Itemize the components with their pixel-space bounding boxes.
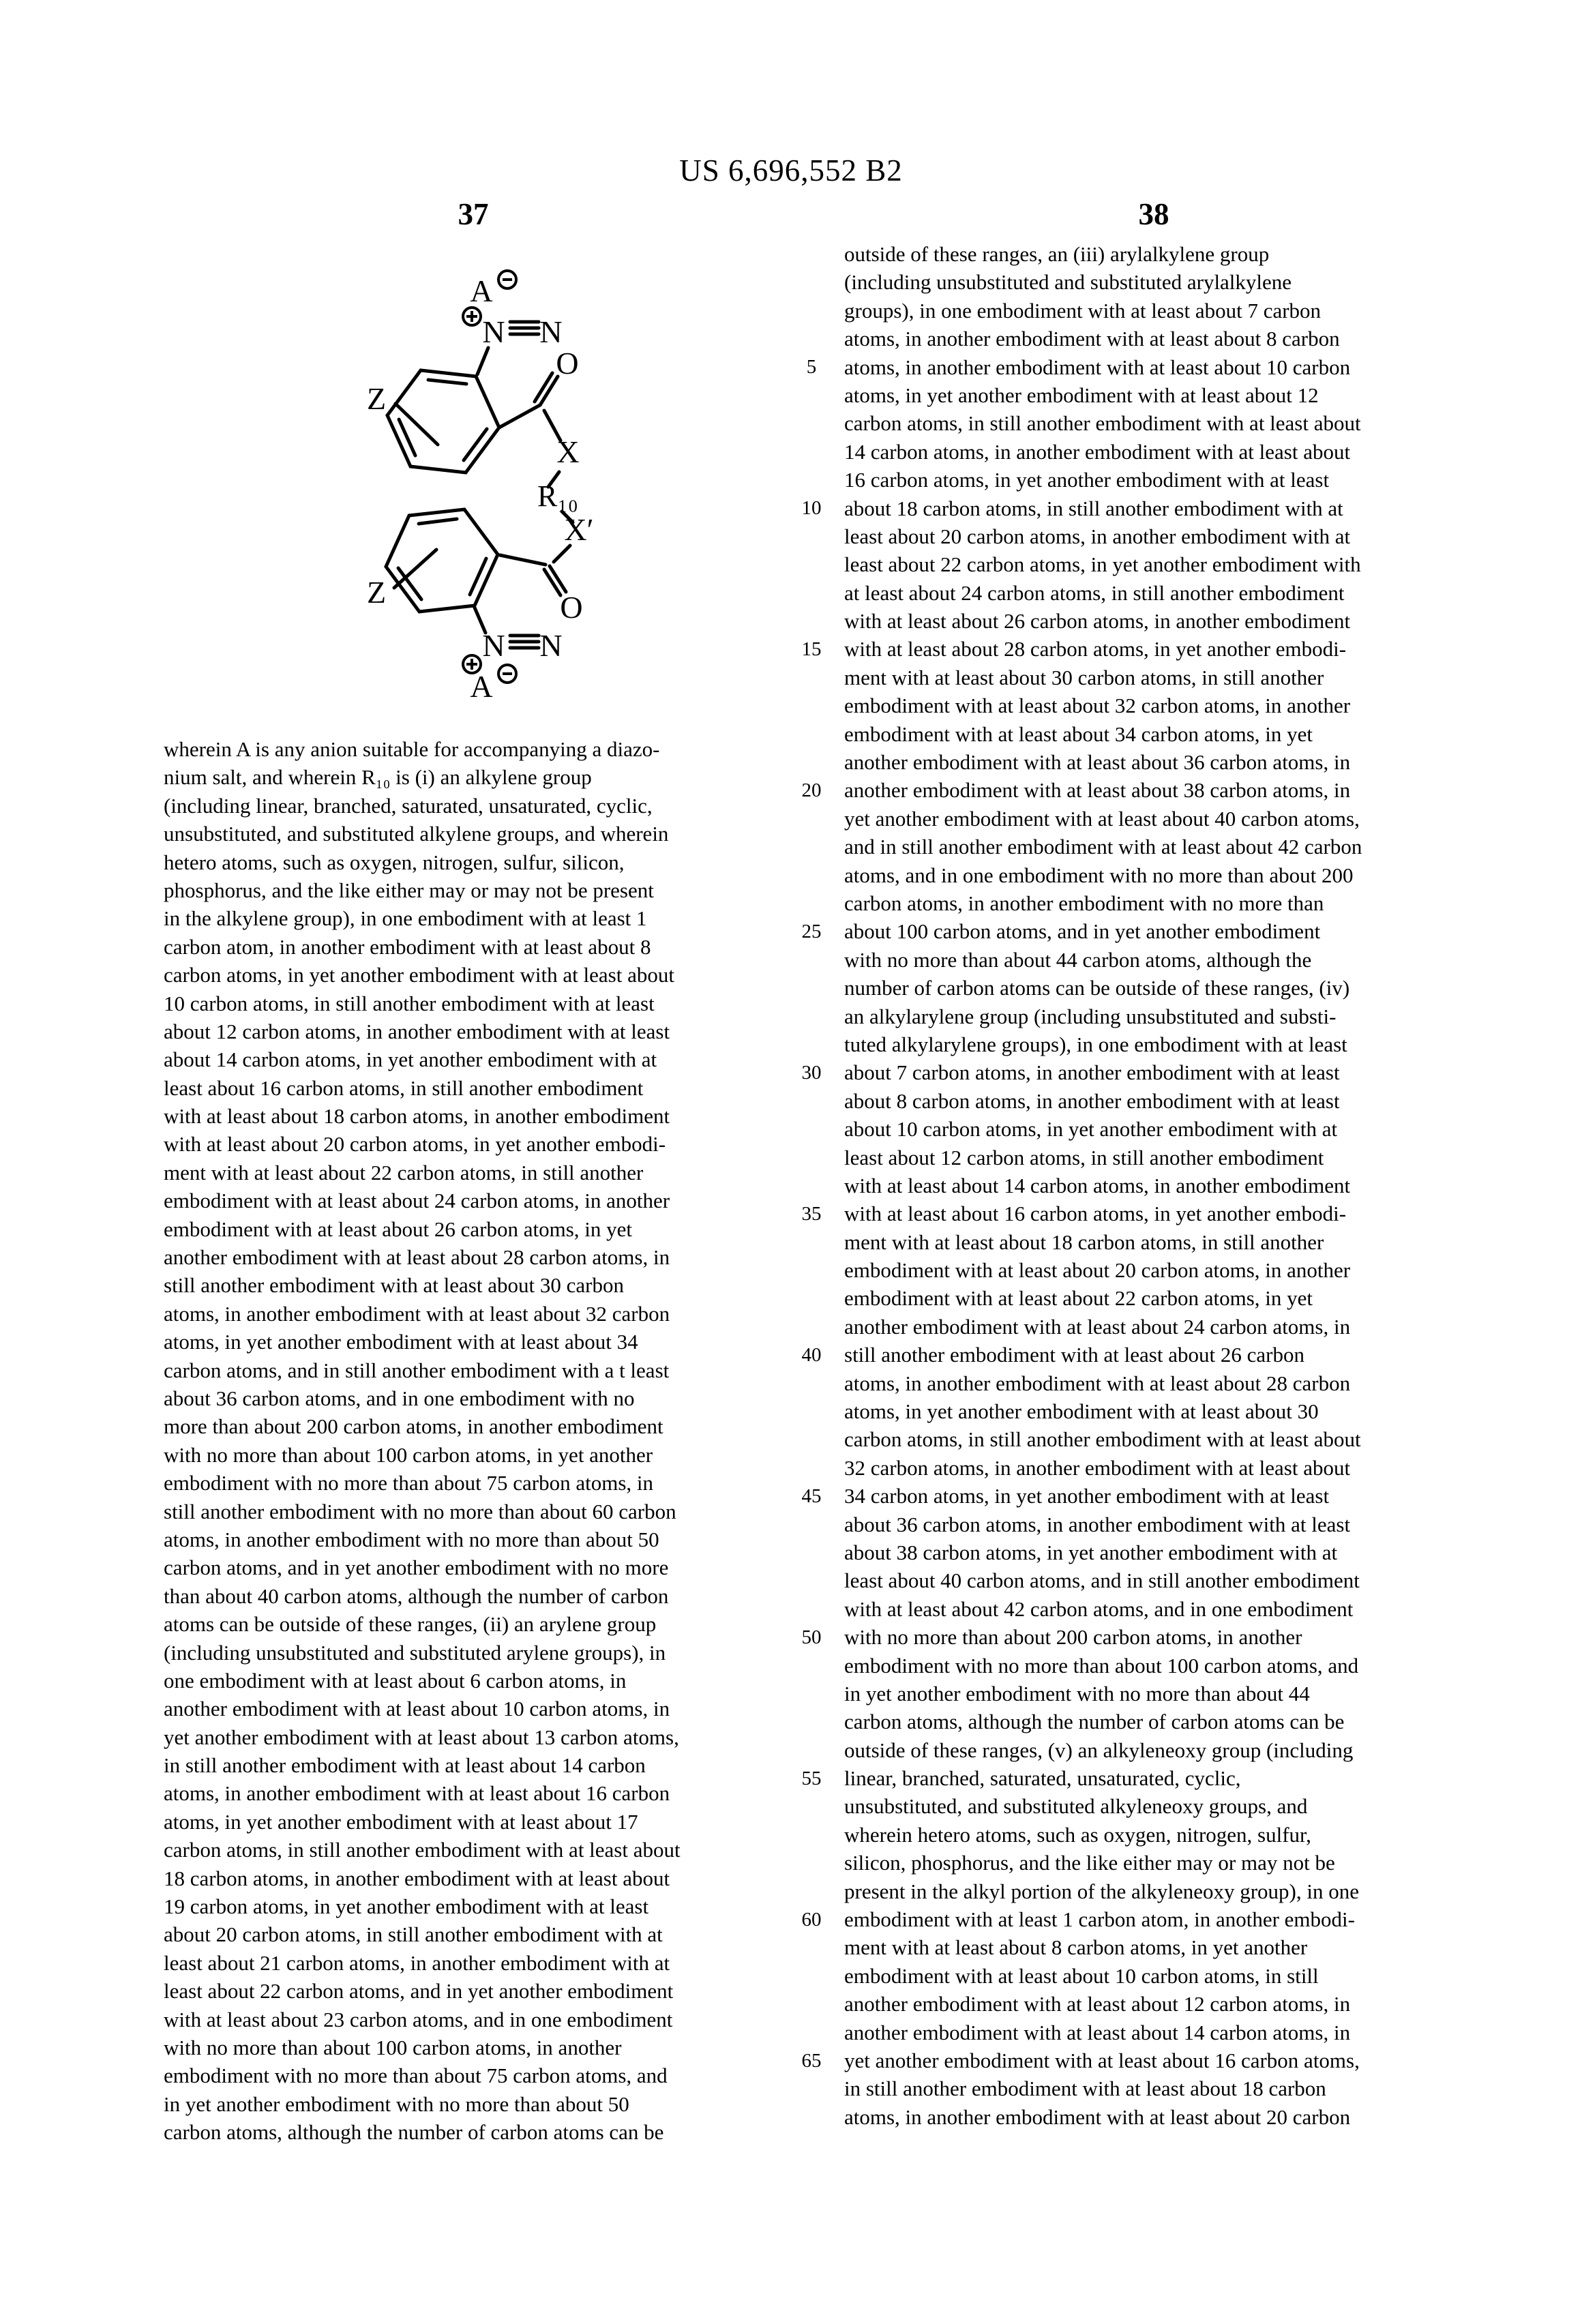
text-line: hetero atoms, such as oxygen, nitrogen, sulfur, silicon, [164,850,625,874]
text-line: about 38 carbon atoms, in yet another embodiment with at [844,1540,1338,1564]
text-line: yet another embodiment with at least about 13 carbon atoms, [164,1725,679,1749]
text-line: another embodiment with at least about 12 carbon atoms, in [844,1992,1351,2016]
text-line: atoms, in another embodiment with at least about 28 carbon [844,1371,1351,1395]
text-line: in yet another embodiment with no more than about 44 [844,1681,1310,1705]
text-line: embodiment with at least about 32 carbon atoms, in another [844,694,1351,718]
text-line: least about 16 carbon atoms, in still another embodiment [164,1075,644,1100]
text-line: embodiment with at least about 24 carbon atoms, in another [164,1189,670,1213]
line-number: 10 [801,496,822,519]
text-line: 19 carbon atoms, in yet another embodiment with at least [164,1894,649,1919]
line-number: 65 [801,2049,822,2072]
line-number: 40 [801,1343,822,1366]
text-line: one embodiment with at least about 6 carbon atoms, in [164,1668,627,1693]
text-line: carbon atoms, and in still another embodiment with a t least [164,1358,670,1382]
line-number: 25 [801,920,822,942]
column-37-text [164,735,783,2147]
text-line: another embodiment with at least about 14 carbon atoms, in [844,2020,1351,2044]
text-line: tuted alkylarylene groups), in one embodiment with at least [844,1032,1347,1056]
text-line: about 12 carbon atoms, in another embodiment with at least [164,1019,670,1043]
text-line: 34 carbon atoms, in yet another embodiment with at least [844,1484,1330,1508]
line-number: 20 [801,779,822,801]
r10-label: R₁₀ [537,479,579,513]
carbonyl-double-bond-top [535,373,558,405]
text-line: in yet another embodiment with no more than about 50 [164,2091,629,2116]
text-line: present in the alkyl portion of the alkyleneoxy group), in one [844,1879,1360,1903]
text-line: outside of these ranges, an (iii) arylalkylene group [844,242,1270,266]
text-line: carbon atoms, in still another embodiment with at least about [164,1838,681,1862]
text-line: atoms, in another embodiment with at least about 32 carbon [164,1301,670,1326]
text-line: embodiment with no more than about 100 carbon atoms, and [844,1653,1359,1678]
text-line: another embodiment with at least about 38 carbon atoms, in [844,778,1351,803]
text-line: embodiment with at least 1 carbon atom, in another embodi- [844,1907,1355,1932]
text-line: another embodiment with at least about 10 carbon atoms, in [164,1697,670,1721]
nitrogen-left-top: N [482,314,505,349]
patent-number-header: US 6,696,552 B2 [679,153,903,188]
text-line: embodiment with at least about 20 carbon atoms, in another [844,1258,1351,1283]
text-line: 18 carbon atoms, in another embodiment with at least about [164,1866,670,1890]
text-line: still another embodiment with at least about 26 carbon [844,1343,1304,1367]
text-line: an alkylarylene group (including unsubstituted and substi- [844,1004,1337,1028]
text-line: another embodiment with at least about 24 carbon atoms, in [844,1314,1351,1339]
text-line: embodiment with at least about 22 carbon atoms, in yet [844,1286,1313,1311]
nitrogen-right-bottom: N [539,628,563,663]
benzene-ring-top [387,370,499,473]
text-line: atoms, in yet another embodiment with at least about 30 [844,1399,1319,1424]
text-line: nium salt, and wherein R₁₀ is (i) an alkylene group [164,765,592,790]
text-line: carbon atoms, in another embodiment with no more than [844,891,1324,915]
diazonium-bond-top [477,348,488,374]
anion-label-bottom: A [470,669,493,704]
text-line: ment with at least about 30 carbon atoms, in still another [844,665,1324,689]
text-line: phosphorus, and the like either may or may not be present [164,878,654,902]
text-line: groups), in one embodiment with at least about 7 carbon [844,298,1322,323]
minus-charge-icon-bottom [498,665,516,683]
text-line: wherein hetero atoms, such as oxygen, nitrogen, sulfur, [844,1822,1311,1847]
text-line: in still another embodiment with at least about 18 carbon [844,2076,1326,2101]
text-line: in the alkylene group), in one embodiment with at least 1 [164,906,647,931]
text-line: with at least about 14 carbon atoms, in another embodiment [844,1173,1351,1197]
z-label-bottom: Z [366,575,387,610]
text-line: (including linear, branched, saturated, unsaturated, cyclic, [164,793,653,818]
text-line: least about 12 carbon atoms, in still another embodiment [844,1145,1324,1170]
text-line: than about 40 carbon atoms, although the number of carbon [164,1583,669,1608]
text-line: carbon atoms, in still another embodiment with at least about [844,1427,1361,1452]
text-line: about 7 carbon atoms, in another embodiment with at least [844,1060,1340,1085]
text-line: silicon, phosphorus, and the like either may or may not be [844,1851,1335,1875]
triple-bond-top [510,322,539,334]
text-line: with at least about 23 carbon atoms, and in one embodiment [164,2007,673,2031]
text-line: carbon atom, in another embodiment with at least about 8 [164,934,651,959]
text-line: carbon atoms, although the number of carbon atoms can be [844,1710,1345,1734]
text-line: atoms, in yet another embodiment with at least about 12 [844,383,1319,407]
text-line: with at least about 18 carbon atoms, in another embodiment [164,1104,670,1129]
text-line: atoms, in yet another embodiment with at least about 17 [164,1809,638,1834]
text-line: still another embodiment with no more than about 60 carbon [164,1499,676,1523]
text-line: least about 40 carbon atoms, and in still another embodiment [844,1568,1360,1593]
text-line: embodiment with no more than about 75 carbon atoms, in [164,1471,654,1495]
anion-label-top: A [470,273,493,308]
z-label-top: Z [366,381,387,416]
text-line: atoms, in another embodiment with at least about 20 carbon [844,2104,1351,2129]
text-line: atoms, in yet another embodiment with at least about 34 [164,1330,638,1354]
text-line: atoms, in another embodiment with at least about 8 carbon [844,327,1340,351]
plus-charge-icon-top [463,308,481,325]
oxygen-label-top: O [556,346,579,381]
column-number-37: 37 [458,197,489,231]
text-line: atoms, and in one embodiment with no more than about 200 [844,863,1354,887]
oxygen-label-bottom: O [560,590,583,625]
text-line: about 100 carbon atoms, and in yet another embodiment [844,919,1321,944]
line-number: 50 [801,1626,822,1648]
benzene-ring-bottom [386,509,498,612]
text-line: carbon atoms, in yet another embodiment with at least about [164,963,674,987]
text-line: with no more than about 44 carbon atoms, although the [844,947,1312,972]
text-line: in still another embodiment with at least about 14 carbon [164,1753,646,1778]
text-line: linear, branched, saturated, unsaturated, cyclic, [844,1766,1241,1791]
nitrogen-left-bottom: N [482,628,505,663]
text-line: ment with at least about 18 carbon atoms, in still another [844,1230,1324,1254]
text-line: 10 carbon atoms, in still another embodiment with at least [164,991,655,1015]
text-line: another embodiment with at least about 36 carbon atoms, in [844,750,1351,775]
text-line: about 10 carbon atoms, in yet another embodiment with at [844,1117,1338,1142]
text-line: with at least about 16 carbon atoms, in yet another embodi- [844,1202,1347,1226]
text-line: 14 carbon atoms, in another embodiment with at least about [844,439,1351,464]
text-line: embodiment with no more than about 75 carbon atoms, and [164,2064,668,2088]
text-line: outside of these ranges, (v) an alkyleneoxy group (including [844,1738,1354,1762]
text-line: (including unsubstituted and substituted arylalkylene [844,270,1292,295]
text-line: least about 20 carbon atoms, in another embodiment with at [844,524,1351,548]
text-line: 32 carbon atoms, in another embodiment with at least about [844,1455,1351,1480]
text-line: unsubstituted, and substituted alkylene groups, and wherein [164,822,669,846]
text-line: ment with at least about 22 carbon atoms, in still another [164,1160,644,1185]
text-line: more than about 200 carbon atoms, in another embodiment [164,1414,663,1439]
text-line: about 8 carbon atoms, in another embodiment with at least [844,1088,1340,1113]
text-line: number of carbon atoms can be outside of these ranges, (iv) [844,976,1350,1000]
text-line: atoms, in another embodiment with at least about 10 carbon [844,355,1351,379]
line-number-gutter [783,240,840,2149]
line-number: 30 [801,1061,822,1084]
text-line: about 18 carbon atoms, in still another embodiment with at [844,496,1343,520]
text-line: embodiment with at least about 34 carbon atoms, in yet [844,721,1313,746]
text-line: unsubstituted, and substituted alkyleneoxy groups, and [844,1794,1308,1819]
text-line: embodiment with at least about 26 carbon atoms, in yet [164,1217,633,1241]
text-line: with at least about 20 carbon atoms, in yet another embodi- [164,1132,666,1157]
text-line: carbon atoms, and in yet another embodiment with no more [164,1555,669,1580]
line-number: 60 [801,1908,822,1931]
text-line: least about 22 carbon atoms, in yet another embodiment with [844,552,1361,577]
column-number-38: 38 [1138,197,1169,231]
text-line: with at least about 42 carbon atoms, and in one embodiment [844,1596,1354,1621]
text-line: about 14 carbon atoms, in yet another embodiment with at [164,1047,657,1072]
line-number: 15 [801,638,822,660]
text-line: carbon atoms, in still another embodiment with at least about [844,411,1361,436]
x-prime-label: X′ [564,512,594,547]
text-line: with at least about 26 carbon atoms, in another embodiment [844,609,1351,634]
text-line: ment with at least about 8 carbon atoms, in yet another [844,1935,1308,1960]
x-label: X [556,434,580,469]
text-line: embodiment with at least about 10 carbon atoms, in still [844,1963,1319,1988]
text-line: atoms, in another embodiment with no more than about 50 [164,1527,659,1551]
text-line: about 20 carbon atoms, in still another embodiment with at [164,1922,663,1947]
text-line: with no more than about 100 carbon atoms, in yet another [164,1442,653,1467]
line-number: 5 [806,355,817,378]
text-line: and in still another embodiment with at least about 42 carbon [844,835,1362,859]
triple-bond-bottom [510,636,539,648]
text-line: with no more than about 100 carbon atoms, in another [164,2035,622,2059]
line-number: 55 [801,1767,822,1789]
text-line: atoms, in another embodiment with at least about 16 carbon [164,1781,670,1806]
text-line: atoms can be outside of these ranges, (ii) an arylene group [164,1612,657,1637]
line-number: 35 [801,1202,822,1225]
text-line: about 36 carbon atoms, in another embodiment with at least [844,1512,1351,1536]
xprime-c-bond [554,546,570,562]
text-line: least about 22 carbon atoms, and in yet another embodiment [164,1979,674,2003]
line-number: 45 [801,1485,822,1507]
minus-charge-icon-top [498,271,516,288]
text-line: with at least about 28 carbon atoms, in yet another embodi- [844,637,1347,661]
text-line: 16 carbon atoms, in yet another embodiment with at least [844,468,1330,492]
text-line: with no more than about 200 carbon atoms, in another [844,1625,1302,1650]
nitrogen-right-top: N [539,314,563,349]
text-line: about 36 carbon atoms, and in one embodiment with no [164,1386,635,1410]
text-line: wherein A is any anion suitable for accompanying a diazo- [164,737,660,761]
text-line: (including unsubstituted and substituted arylene groups), in [164,1640,666,1665]
text-line: yet another embodiment with at least about 16 carbon atoms, [844,2049,1360,2072]
text-line: carbon atoms, although the number of carbon atoms can be [164,2120,664,2145]
diazonium-structure-diagram [300,252,736,750]
text-line: still another embodiment with at least about 30 carbon [164,1273,624,1298]
text-line: least about 21 carbon atoms, in another embodiment with at [164,1950,670,1975]
column-38-text [844,240,1463,2131]
text-line: at least about 24 carbon atoms, in still another embodiment [844,580,1345,605]
text-line: yet another embodiment with at least about 40 carbon atoms, [844,806,1360,831]
text-line: another embodiment with at least about 28 carbon atoms, in [164,1245,670,1270]
